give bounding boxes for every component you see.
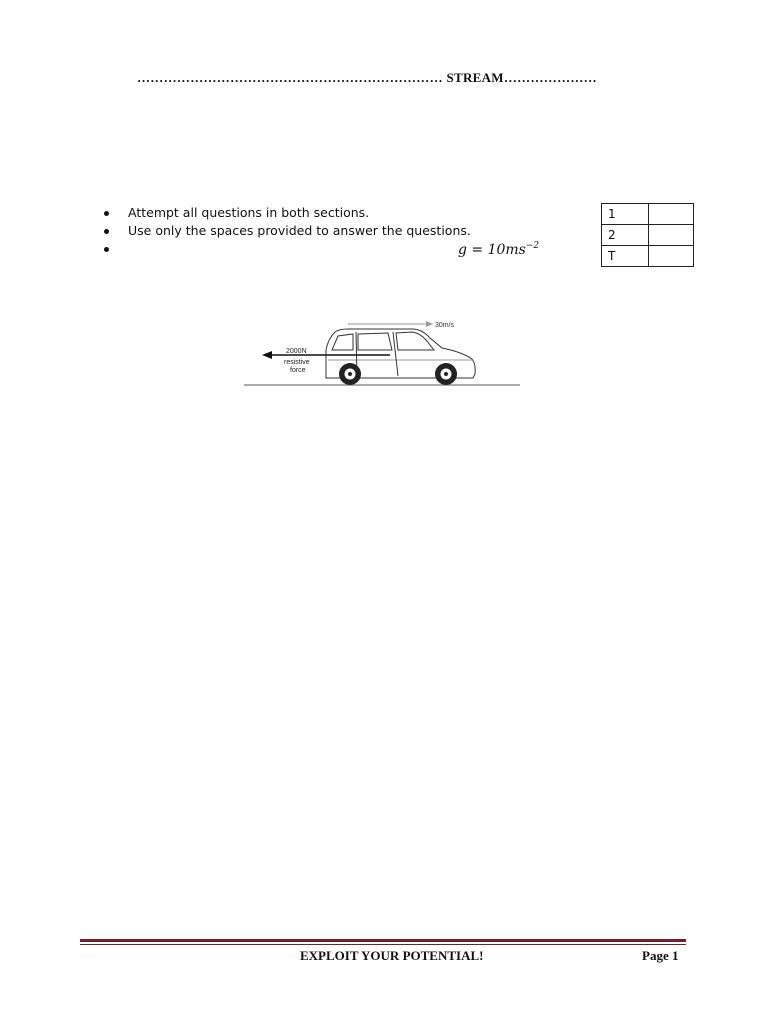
bullet-icon <box>104 229 109 234</box>
score-cell <box>649 246 694 267</box>
instruction-text: Attempt all questions in both sections. <box>128 205 370 220</box>
footer-rule-bottom <box>80 944 686 945</box>
score-row <box>602 204 694 225</box>
score-cell <box>649 204 694 225</box>
force-label-line2: resistive <box>284 359 310 366</box>
velocity-arrow-icon <box>348 321 433 327</box>
footer-rule-top <box>80 939 686 942</box>
score-cell <box>649 225 694 246</box>
score-table <box>601 203 694 267</box>
bullet-icon <box>104 211 109 216</box>
score-label: T <box>602 246 649 267</box>
instruction-item <box>104 204 574 222</box>
score-row <box>602 246 694 267</box>
formula-exponent: −2 <box>525 241 540 251</box>
page-number: Page 1 <box>642 948 679 963</box>
footer-motto: EXPLOIT YOUR POTENTIAL! <box>300 948 484 963</box>
instruction-item <box>104 222 574 240</box>
rear-wheel-icon <box>339 363 361 385</box>
score-row <box>602 225 694 246</box>
instruction-text: Use only the spaces provided to answer the questions. <box>128 223 471 238</box>
force-label-line3: force <box>290 367 306 374</box>
score-label: 2 <box>602 225 649 246</box>
force-label-line1: 2000N <box>286 348 307 355</box>
score-label: 1 <box>602 204 649 225</box>
formula-main: g = 10ms <box>458 242 526 258</box>
front-wheel-icon <box>435 363 457 385</box>
gravity-formula <box>458 241 539 258</box>
bullet-icon <box>104 247 109 252</box>
car-figure <box>240 312 525 392</box>
stream-header-line: …………………………………………………………… STREAM………………… <box>137 70 597 85</box>
speed-label: 30m/s <box>435 322 455 329</box>
